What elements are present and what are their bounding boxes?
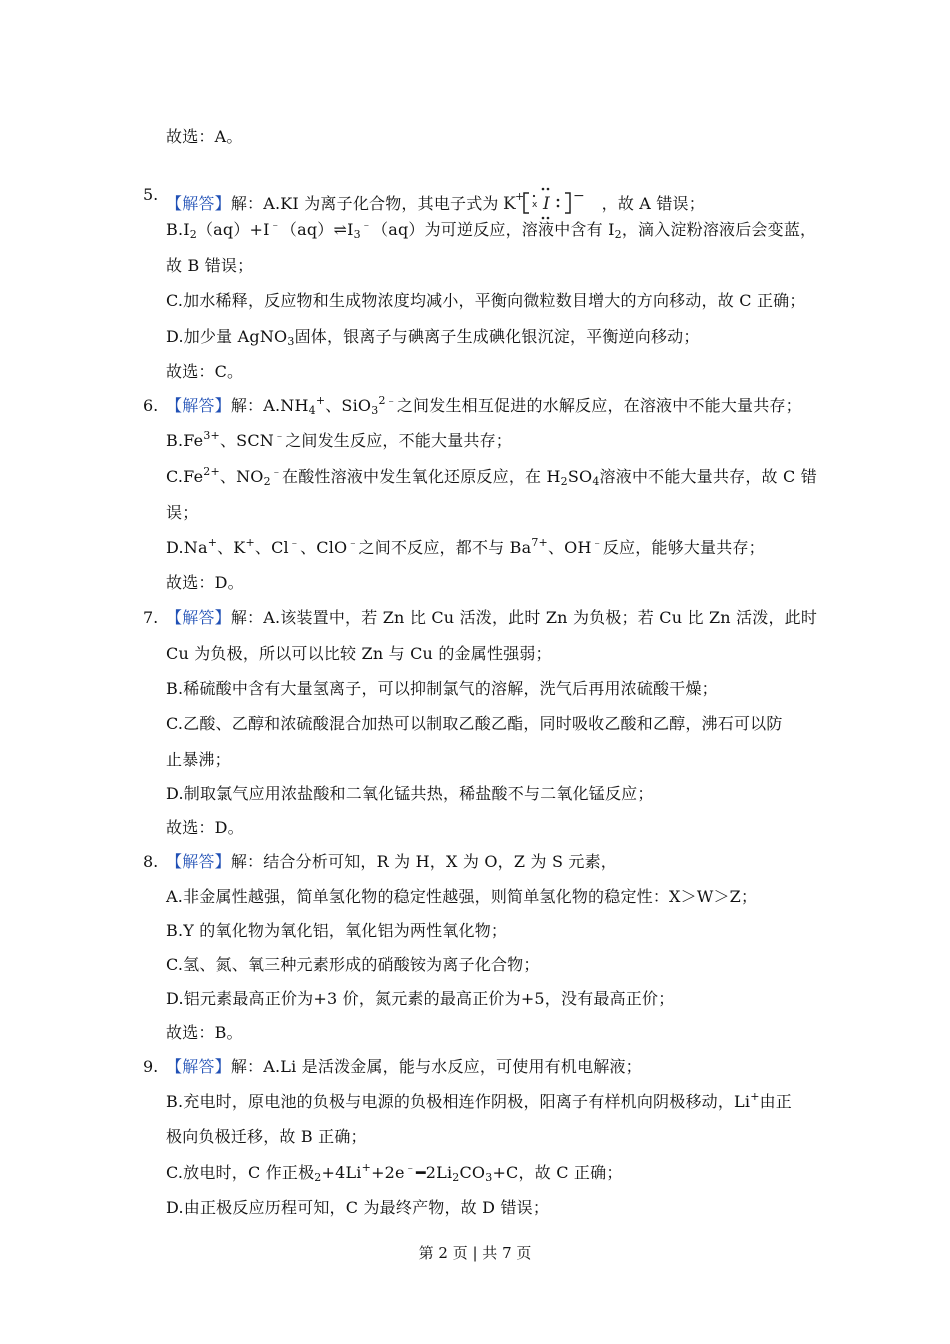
q8-line-a: A.非金属性越强，简单氢化物的稳定性越强，则简单氢化物的稳定性：X＞W＞Z； — [166, 887, 758, 906]
answer-tag: 【解答】 — [166, 1057, 231, 1076]
q6-answer: 故选：D。 — [166, 573, 244, 592]
q6-line-c2: 误； — [166, 503, 199, 522]
formula-plus: + — [514, 190, 525, 203]
answer-line: 故选：A。 — [166, 127, 243, 146]
ki-electron-formula — [503, 185, 598, 221]
answer-tag: 【解答】 — [166, 608, 231, 627]
q8-answer: 故选：B。 — [166, 1023, 243, 1042]
q5-line-b2: 故 B 错误； — [166, 256, 254, 275]
q7-line-c2: 止暴沸； — [166, 750, 231, 769]
answer-tag: 【解答】 — [166, 194, 231, 213]
q9-line-b2: 极向负极迁移，故 B 正确； — [166, 1127, 367, 1146]
question-number: 9. — [143, 1057, 159, 1076]
q5-answer: 故选：C。 — [166, 362, 244, 381]
q9-line-d: D.由正极反应历程可知，C 为最终产物，故 D 错误； — [166, 1198, 550, 1217]
q5-line-a: 【解答】解：A.KI 为离子化合物，其电子式为 K + x I − ，故 A 错误； — [166, 185, 705, 221]
question-number: 5. — [143, 185, 159, 204]
q7-line-d: D.制取氯气应用浓盐酸和二氧化锰共热，稀盐酸不与二氧化锰反应； — [166, 784, 654, 803]
question-number: 6. — [143, 396, 159, 415]
q6-line-a: 【解答】解：$A.NH_4^+$、SiO$_3^{2﹣}$之间发生相互促进的水解反应，在溶液中不能大量共存； — [166, 394, 802, 417]
q5-line-c: C.加水稀释，反应物和生成物浓度均减小，平衡向微粒数目增大的方向移动，故 C 正确； — [166, 291, 806, 310]
q8-line-intro: 【解答】解：结合分析可知，R 为 H，X 为 O，Z 为 S 元素， — [166, 852, 618, 871]
answer-tag: 【解答】 — [166, 852, 231, 871]
q9-line-c: C.放电时，C 作正极$_2+4Li^++2e^﹣━2Li_2CO_3+C$，故 C 正确； — [166, 1161, 623, 1184]
q6-line-b: $B.Fe^{3+}$、SCN﹣之间发生反应，不能大量共存； — [166, 429, 512, 450]
svg-text:x: x — [531, 200, 538, 210]
question-number: 8. — [143, 852, 159, 871]
q5-line-b1: $B.I_2(aq)+I^﹣(aq)\rightleftharpoons I_3^﹣(aq)$为可逆反应，溶液中含有 $I_2$，滴入淀粉溶液后会变蓝， — [166, 218, 817, 241]
q8-line-c: C.氢、氮、氧三种元素形成的硝酸铵为离子化合物； — [166, 955, 540, 974]
formula-i: I — [542, 194, 550, 214]
q7-line-b: B.稀硫酸中含有大量氢离子，可以抑制氯气的溶解，洗气后再用浓硫酸干燥； — [166, 679, 718, 698]
question-number: 7. — [143, 608, 159, 627]
q8-line-b: B.Y 的氧化物为氧化铝，氧化铝为两性氧化物； — [166, 921, 508, 940]
q7-line-a2: Cu 为负极，所以可以比较 Zn 与 Cu 的金属性强弱； — [166, 644, 552, 663]
formula-minus: − — [572, 188, 585, 204]
q7-line-c1: C.乙酸、乙醇和浓硫酸混合加热可以制取乙酸乙酯，同时吸收乙酸和乙醇，沸石可以防 — [166, 714, 783, 733]
q7-answer: 故选：D。 — [166, 818, 244, 837]
answer-tag: 【解答】 — [166, 396, 231, 415]
q9-line-a: 【解答】解：A.Li 是活泼金属，能与水反应，可使用有机电解液； — [166, 1057, 642, 1076]
page-footer: 第 2 页 | 共 7 页 — [418, 1244, 532, 1262]
q6-line-d: D.Na+、K+、Cl﹣、ClO﹣之间不反应，都不与 $Ba^{7+}$、OH﹣反应，能够大量共存； — [166, 536, 765, 557]
q8-line-d: D.铝元素最高正价为+3 价，氮元素的最高正价为+5，没有最高正价； — [166, 989, 675, 1008]
q9-line-b1: B.充电时，原电池的负极与电源的负极相连作阴极，阳离子有样机向阴极移动，Li+由正 — [166, 1090, 793, 1111]
q5-line-d: D.加少量 AgNO$_3$固体，银离子与碘离子生成碘化银沉淀，平衡逆向移动； — [166, 327, 700, 348]
formula-k: K — [502, 194, 516, 214]
q6-line-c1: $C.Fe^{2+}$、$NO_2^﹣$在酸性溶液中发生氧化还原反应，在 $H_2SO_4$溶液中不能大量共存，故 C 错 — [166, 465, 817, 488]
q7-line-a1: 【解答】解：A.该装置中，若 Zn 比 Cu 活泼，此时 Zn 为负极；若 Cu 比 Zn 活泼，此时 — [166, 608, 818, 627]
